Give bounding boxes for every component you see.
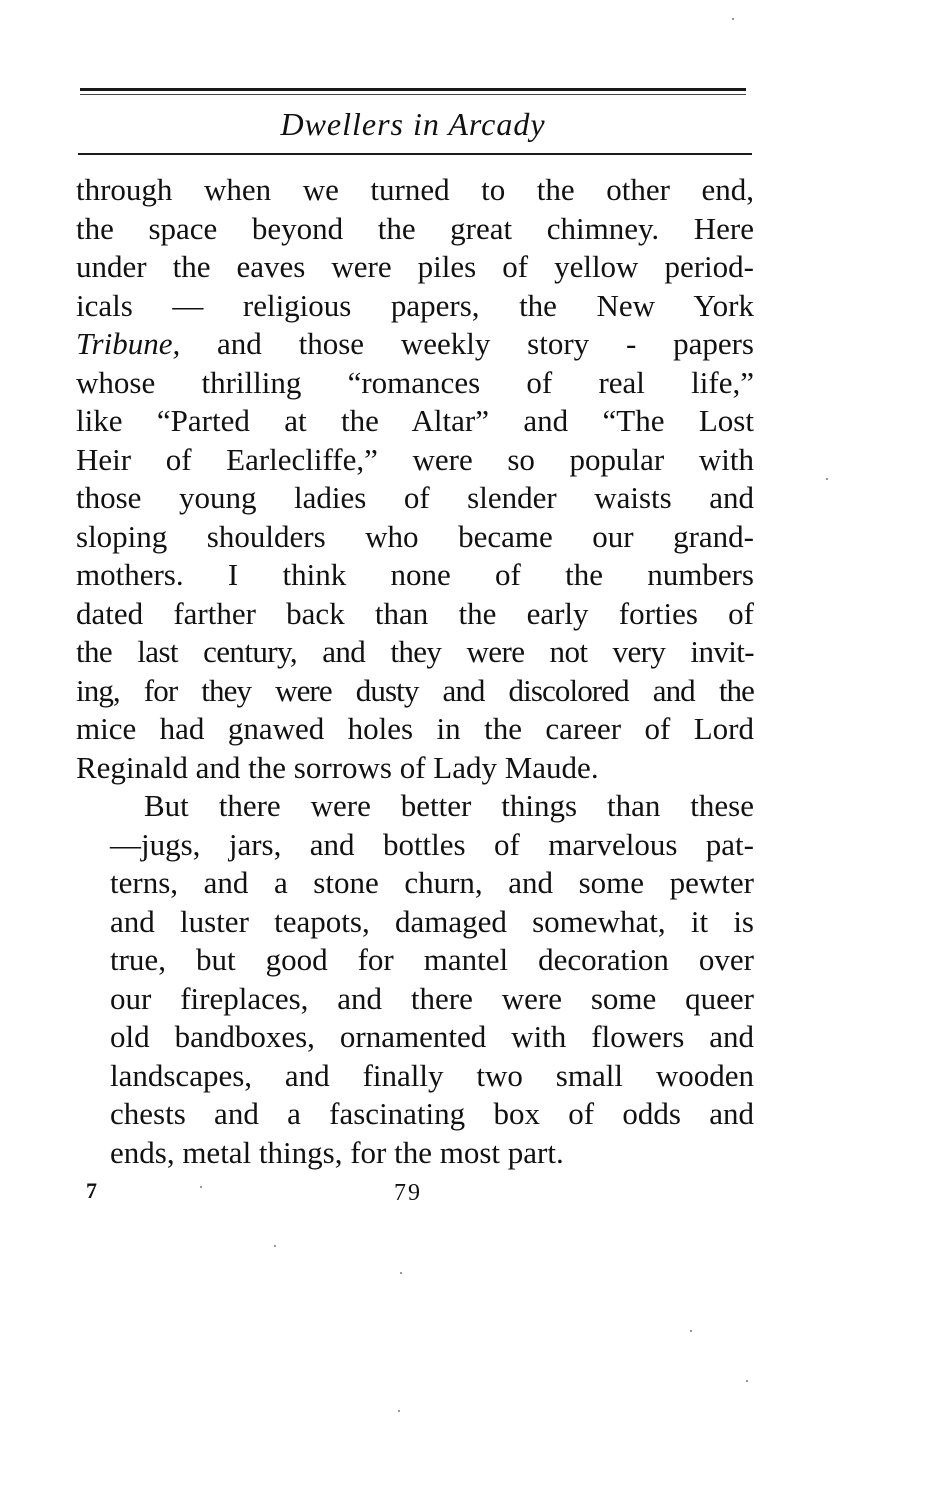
- page-number: 79: [394, 1180, 422, 1206]
- text-line: and luster teapots, damaged somewhat, it is: [110, 903, 754, 939]
- text-line: whose thrilling “romances of real life,”: [76, 364, 754, 400]
- text-line: Reginald and the sorrows of Lady Maude.: [76, 749, 599, 785]
- running-head: Dwellers in Arcady: [280, 106, 546, 142]
- header-rule-bottom: [78, 153, 752, 155]
- text-line: true, but good for mantel decoration over: [110, 942, 754, 977]
- text-line: chests and a fascinating box of odds and: [110, 1096, 754, 1131]
- text-line: —jugs, jars, and bottles of marvelous pat-: [110, 826, 754, 862]
- text-line: mothers. I think none of the numbers: [76, 557, 754, 592]
- text-line: the last century, and they were not very invit-: [76, 634, 754, 669]
- text-line: dated farther back than the early forties of: [76, 595, 754, 631]
- scan-speck: [274, 1245, 276, 1247]
- scan-speck: [746, 1380, 748, 1382]
- text-line: landscapes, and finally two small wooden: [110, 1057, 754, 1093]
- text-line: mice had gnawed holes in the career of Lord: [76, 711, 754, 746]
- text-line: the space beyond the great chimney. Here: [76, 210, 754, 246]
- header-rule-thick: [80, 88, 746, 91]
- text-line: those young ladies of slender waists and: [76, 480, 754, 515]
- text-line: But there were better things than these: [144, 788, 754, 823]
- paragraph-1: [76, 171, 754, 787]
- text-line-rest: and those weekly story - papers: [217, 326, 754, 361]
- scan-speck: [398, 1410, 400, 1412]
- signature-mark: 7: [86, 1178, 97, 1203]
- text-line: old bandboxes, ornamented with flowers and: [110, 1019, 754, 1054]
- text-line: through when we turned to the other end,: [76, 172, 754, 207]
- header-rule-thin: [80, 94, 746, 95]
- text-line: icals — religious papers, the New York: [76, 287, 754, 323]
- text-line-italic-lead: [76, 325, 754, 364]
- text-line: Heir of Earlecliffe,” were so popular with: [76, 441, 754, 477]
- scan-speck: [690, 1330, 692, 1332]
- text-line: ing, for they were dusty and discolored and the: [76, 672, 754, 708]
- scan-speck: [732, 18, 734, 20]
- italic-word: Tribune,: [76, 326, 181, 361]
- paragraph-2: [76, 787, 754, 1172]
- scan-speck: [200, 1186, 202, 1188]
- text-line: ends, metal things, for the most part.: [110, 1134, 564, 1170]
- scan-speck: [400, 1272, 402, 1274]
- text-line: under the eaves were piles of yellow period-: [76, 249, 754, 284]
- scan-speck: [826, 478, 828, 480]
- text-line: terns, and a stone churn, and some pewter: [110, 865, 754, 900]
- text-line: sloping shoulders who became our grand-: [76, 518, 754, 554]
- body-text: [76, 171, 754, 1172]
- text-line: our fireplaces, and there were some queer: [110, 980, 754, 1016]
- text-line: like “Parted at the Altar” and “The Lost: [76, 403, 754, 438]
